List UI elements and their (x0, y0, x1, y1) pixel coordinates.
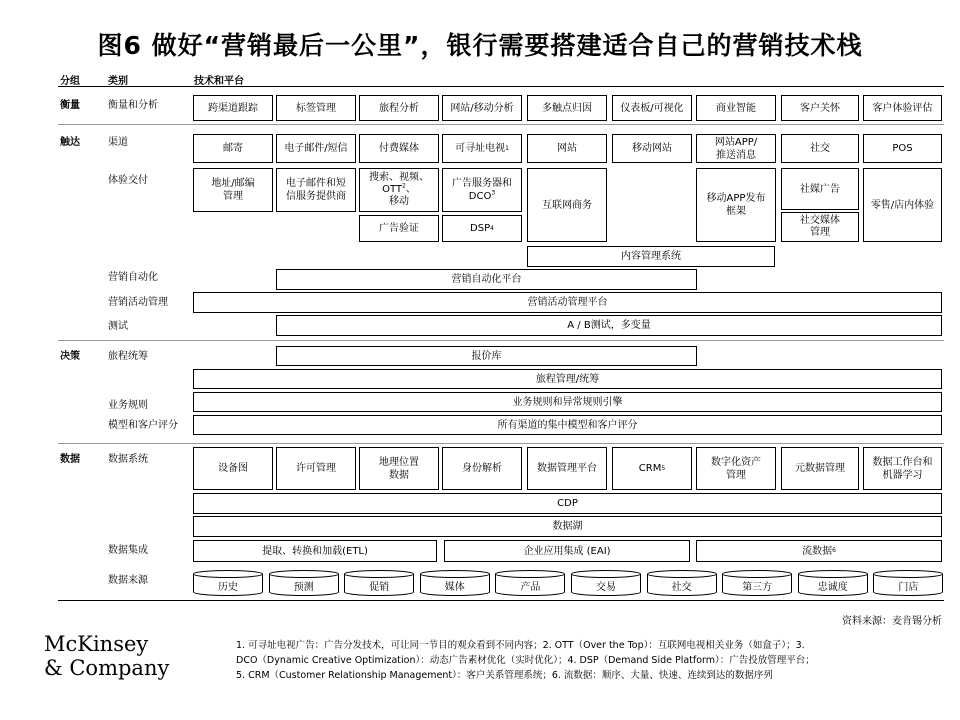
box-tag-management: 标签管理 (276, 95, 356, 121)
category-source: 数据来源 (108, 575, 148, 586)
box-journey-analytics: 旅程分析 (359, 95, 439, 121)
data-source-label: 第三方 (742, 581, 773, 593)
data-source-cylinder (269, 570, 339, 596)
data-source-label: 社交 (671, 581, 692, 593)
category-experience: 体验交付 (108, 175, 148, 186)
box-metadata-management: 元数据管理 (781, 447, 859, 490)
box-data-workbench-ml: 数据工作台和 机器学习 (863, 447, 942, 490)
header-tech: 技术和平台 (194, 76, 244, 87)
box-etl: 提取、转换和加载(ETL) (193, 540, 437, 562)
box-device-graph: 设备图 (193, 447, 273, 490)
box-search-video-ott: 搜索、视频、 OTT$^2$、 移动 (359, 168, 439, 212)
group-data: 数据 (60, 454, 80, 465)
category-automation: 营销自动化 (108, 272, 158, 283)
group-reach: 触达 (60, 137, 80, 148)
box-social-ads: 社媒广告 (781, 168, 859, 210)
box-mobile-site: 移动网站 (612, 134, 692, 163)
category-testing: 测试 (108, 321, 128, 332)
box-social: 社交 (781, 134, 859, 163)
header-group: 分组 (60, 76, 80, 87)
box-web-mobile-analytics: 网站/移动分析 (442, 95, 522, 121)
category-measure-analysis: 衡量和分析 (108, 100, 158, 111)
divider-header (58, 86, 944, 87)
logo-line-1: McKinsey (44, 632, 149, 656)
box-crm: CRM 5 (612, 447, 692, 490)
box-business-intelligence: 商业智能 (696, 95, 776, 121)
category-integration: 数据集成 (108, 545, 148, 556)
data-source-cylinder (571, 570, 641, 596)
category-channel: 渠道 (108, 137, 128, 148)
data-source-label: 产品 (520, 581, 541, 593)
box-pos: POS (863, 134, 942, 163)
box-eai: 企业应用集成 (EAI) (444, 540, 690, 562)
data-source-label: 交易 (596, 581, 616, 593)
box-dashboard-visualization: 仪表板/可视化 (612, 95, 692, 121)
box-email-sms: 电子邮件/短信 (276, 134, 356, 163)
box-campaign-management-platform: 营销活动管理平台 (193, 292, 942, 313)
divider-decision (58, 443, 944, 444)
box-ad-verification: 广告验证 (359, 215, 439, 242)
group-decision: 决策 (60, 351, 80, 362)
box-identity-resolution: 身份解析 (442, 447, 522, 490)
box-social-media-management: 社交媒体 管理 (781, 212, 859, 242)
box-paid-media: 付费媒体 (359, 134, 439, 163)
box-geolocation-data: 地理位置 数据 (359, 447, 439, 490)
category-model: 模型和客户评分 (108, 420, 178, 431)
box-email-sms-provider: 电子邮件和短 信服务提供商 (276, 168, 356, 212)
logo-line-2: & Company (44, 656, 170, 680)
box-mail: 邮寄 (193, 134, 273, 163)
box-retail-instore: 零售/店内体验 (863, 168, 942, 242)
box-dsp: DSP 4 (442, 215, 522, 242)
data-source-cylinder (193, 570, 263, 596)
data-source-label: 门店 (898, 581, 919, 593)
box-marketing-automation-platform: 营销自动化平台 (276, 269, 697, 290)
box-business-rules-engine: 业务规则和异常规则引擎 (193, 392, 942, 412)
box-address-management: 地址/邮编 管理 (193, 168, 273, 212)
data-source-cylinder (344, 570, 414, 596)
box-central-model-scoring: 所有渠道的集中模型和客户评分 (193, 415, 942, 435)
data-source-cylinder (873, 570, 943, 596)
divider-reach (58, 340, 944, 341)
data-source-cylinder (722, 570, 792, 596)
data-source-label: 历史 (218, 581, 238, 593)
box-journey-orchestration: 旅程管理/统筹 (193, 369, 942, 389)
source-note: 资料来源：麦肯锡分析 (842, 616, 942, 627)
page-title: 图6 做好“营销最后一公里”，银行需要搭建适合自己的营销技术栈 (97, 31, 863, 60)
data-source-label: 忠诚度 (817, 581, 848, 593)
divider-measure (58, 124, 944, 125)
data-source-cylinder (647, 570, 717, 596)
category-data-system: 数据系统 (108, 454, 148, 465)
footnotes (236, 638, 948, 683)
data-source-label: 预测 (293, 581, 314, 593)
box-website: 网站 (527, 134, 607, 163)
box-dmp: 数据管理平台 (527, 447, 607, 490)
box-customer-care: 客户关怀 (781, 95, 859, 121)
data-source-label: 促销 (369, 581, 390, 593)
box-offer-library: 报价库 (276, 346, 697, 366)
box-ad-server-dco: 广告服务器和 DCO$^3$ (442, 168, 522, 212)
box-ecommerce: 互联网商务 (527, 168, 607, 242)
box-digital-asset-management: 数字化资产 管理 (696, 447, 776, 490)
footnote-line-1: 1. 可寻址电视广告：广告分发技术，可让同一节目的观众看到不同内容；2. OTT（Over the Top）：互联网电视相关业务（如盒子）；3. (236, 640, 805, 651)
box-data-lake: 数据湖 (193, 516, 942, 537)
footnote-line-3: 5. CRM（Customer Relationship Management）：客户关系管理系统；6. 流数据：顺序、大量、快速、连续到达的数据序列 (236, 670, 773, 681)
box-cross-channel-tracking: 跨渠道跟踪 (193, 95, 273, 121)
box-cx-assessment: 客户体验评估 (863, 95, 942, 121)
group-measure: 衡量 (60, 100, 80, 111)
category-campaign: 营销活动管理 (108, 297, 168, 308)
data-source-cylinder (798, 570, 868, 596)
mckinsey-logo (44, 632, 169, 680)
box-cdp: CDP (193, 493, 942, 514)
data-source-cylinder (420, 570, 490, 596)
category-journey: 旅程统筹 (108, 351, 148, 362)
box-content-management-system: 内容管理系统 (527, 246, 775, 267)
footnote-line-2: DCO（Dynamic Creative Optimization）：动态广告素材优化（实时优化）；4. DSP（Demand Side Platform）：广告投放管理平台； (236, 655, 815, 666)
box-app-push: 网站APP/ 推送消息 (696, 134, 776, 163)
box-consent-management: 许可管理 (276, 447, 356, 490)
data-source-cylinder (495, 570, 565, 596)
header-category: 类别 (108, 76, 128, 87)
box-multi-touch-attribution: 多触点归因 (527, 95, 607, 121)
box-mobile-app-framework: 移动APP发布 框架 (696, 168, 776, 242)
data-source-label: 媒体 (444, 581, 465, 593)
box-addressable-tv: 可寻址电视 1 (442, 134, 522, 163)
divider-bottom (58, 600, 944, 601)
category-rules: 业务规则 (108, 400, 148, 411)
box-streaming-data: 流数据 6 (696, 540, 942, 562)
box-ab-testing: A / B测试，多变量 (276, 315, 942, 336)
